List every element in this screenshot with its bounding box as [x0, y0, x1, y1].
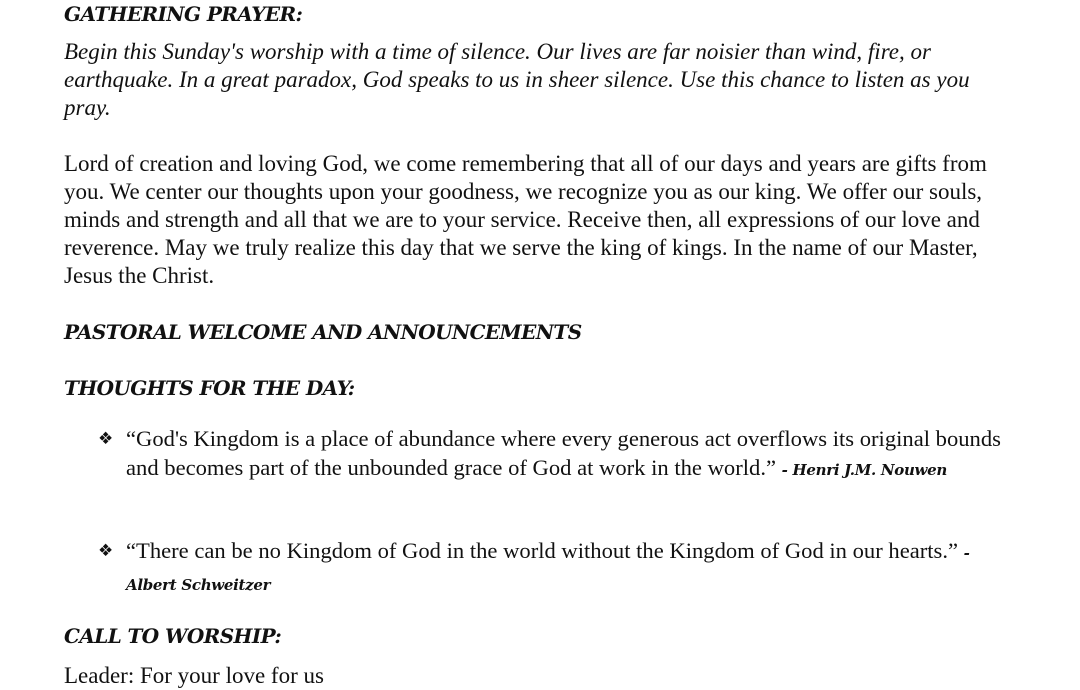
thoughts-heading: THOUGHTS FOR THE DAY:	[64, 376, 355, 400]
diamond-bullet-icon: ❖	[98, 429, 114, 449]
quote-text	[126, 536, 1006, 600]
diamond-bullet-icon: ❖	[98, 541, 114, 561]
quote-body: “There can be no Kingdom of God in the world without the Kingdom of God in our hearts.”	[126, 538, 964, 563]
gathering-prayer-text: Lord of creation and loving God, we come remembering that all of our days and years are gifts from you. We center our thoughts upon your goodness, we recognize you as our king. We offer our souls, minds and strength and all that we are to your service. Receive then, all expressions of our love and reverence. May we truly realize this day that we serve the king of kings. In the name of our Master, Jesus the Christ.	[64, 151, 987, 288]
quote-author: - Albert Schweitzer	[126, 544, 970, 594]
quote-text	[126, 424, 1006, 485]
quote-body: “God's Kingdom is a place of abundance where every generous act overflows its original bounds and becomes part of the unbounded grace of God at work in the world.”	[126, 426, 1001, 480]
gathering-prayer-intro: Begin this Sunday's worship with a time of silence. Our lives are far noisier than wind, fire, or earthquake. In a great paradox, God speaks to us in sheer silence. Use this chance to listen as you pray.	[64, 39, 970, 120]
pastoral-welcome-heading: PASTORAL WELCOME AND ANNOUNCEMENTS	[64, 320, 582, 344]
quote-author: - Henri J.M. Nouwen	[781, 461, 948, 479]
gathering-prayer-heading: GATHERING PRAYER:	[64, 2, 303, 26]
call-to-worship-heading: CALL TO WORSHIP:	[64, 624, 282, 648]
call-to-worship-first-line: Leader: For your love for us	[64, 663, 324, 688]
